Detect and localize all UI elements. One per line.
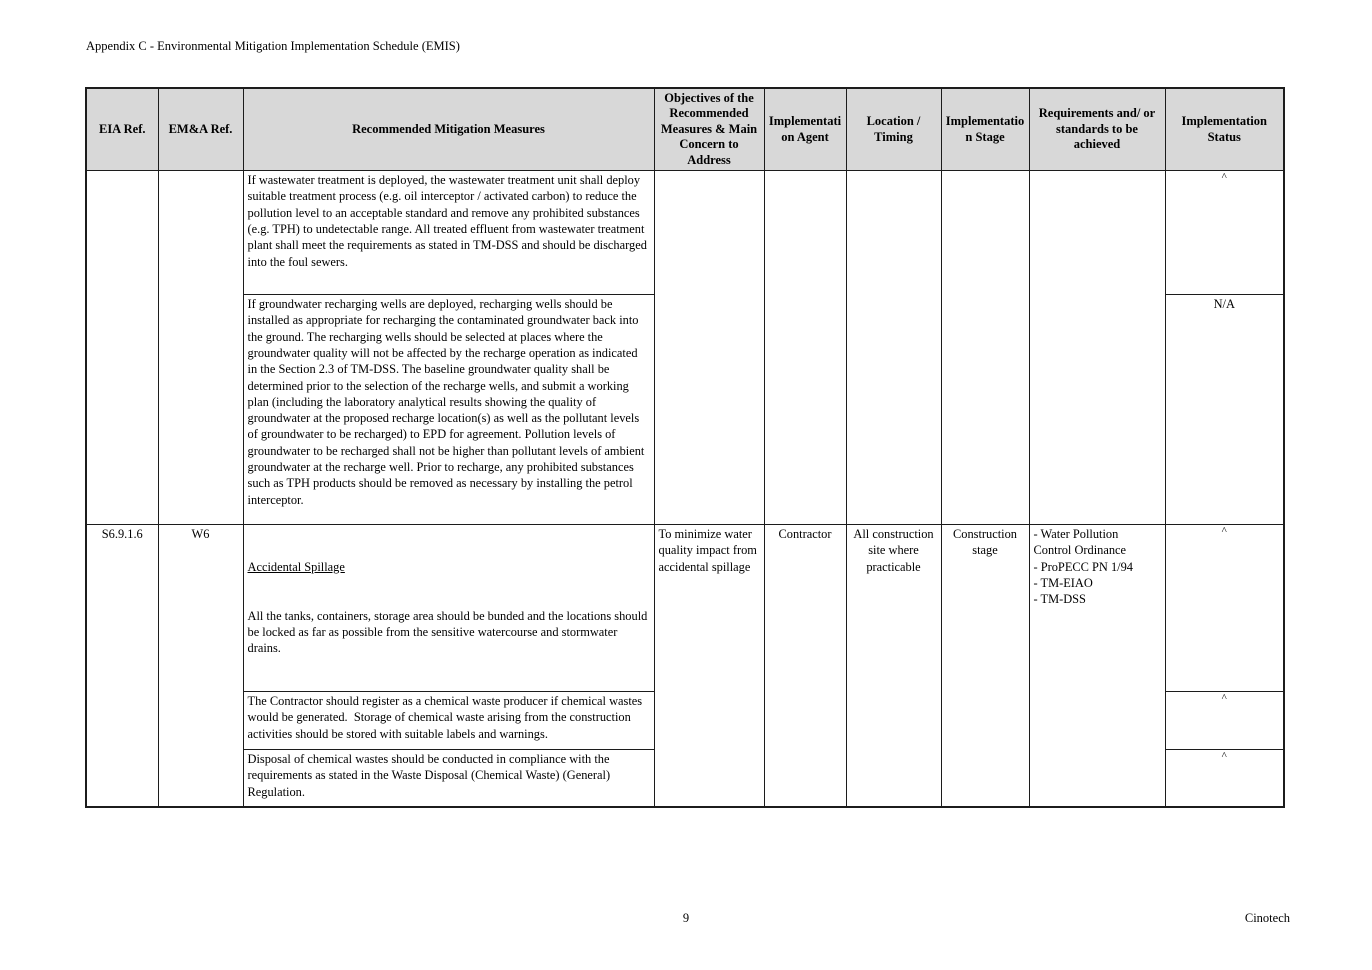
requirements-cell [1029,525,1165,807]
location-timing-cell: All construction site where practicable [846,525,941,807]
eia-ref-cell [86,171,158,525]
status-cell: ^ [1165,171,1284,295]
table-row [86,171,1284,295]
agent-cell [764,171,846,525]
measure-cell-accidental-spillage [243,525,654,692]
col-header-stage: Implementation Stage [941,88,1029,171]
page-number: 9 [682,911,690,925]
requirement-line: - TM-DSS [1033,592,1086,607]
col-header-agent: Implementation Agent [764,88,846,171]
col-header-objectives: Objectives of the Recommended Measures & Main Concern to Address [654,88,764,171]
objectives-cell [654,171,764,525]
col-header-measures: Recommended Mitigation Measures [243,88,654,171]
col-header-status: Implementation Status [1165,88,1284,171]
measure-cell-disposal: Disposal of chemical wastes should be conducted in compliance with the requirements as stated in the Waste Disposal (Chemical Waste) (General) Regulation. [243,750,654,808]
stage-cell: Construction stage [941,525,1029,807]
status-cell: N/A [1165,295,1284,525]
ema-ref-cell [158,171,243,525]
measure-text: All the tanks, containers, storage area should be bunded and the locations should be locked as far as possible from the sensitive watercourse and stormwater drains. [247,608,651,656]
stage-cell [941,171,1029,525]
agent-cell: Contractor [764,525,846,807]
col-header-requirements: Requirements and/ or standards to be achieved [1029,88,1165,171]
emis-table [85,87,1285,808]
table-header-row [86,88,1284,171]
requirement-line: - ProPECC PN 1/94 [1033,559,1133,574]
col-header-eia-ref: EIA Ref. [86,88,158,171]
col-header-ema-ref: EM&A Ref. [158,88,243,171]
table-row [86,525,1284,692]
status-cell: ^ [1165,692,1284,750]
requirements-cell [1029,171,1165,525]
requirement-line: - TM-EIAO [1033,575,1093,590]
location-timing-cell [846,171,941,525]
eia-ref-cell: S6.9.1.6 [86,525,158,807]
measure-cell-chemical-waste: The Contractor should register as a chemical waste producer if chemical wastes would be generated. Storage of chemical waste arising from the construction activities should be stored with suitable labels and warnings. [243,692,654,750]
appendix-title: Appendix C - Environmental Mitigation Implementation Schedule (EMIS) [86,39,460,53]
objectives-cell: To minimize water quality impact from accidental spillage [654,525,764,807]
measure-cell-groundwater: If groundwater recharging wells are deployed, recharging wells should be installed as appropriate for recharging the contaminated groundwater back into the ground. The recharging wells should be selected at places where the groundwater quality will not be affected by the recharge operation as indicated in the Section 2.3 of TM-DSS. The baseline groundwater quality shall be determined prior to the selection of the recharge wells, and submit a working plan (including the laboratory analytical results showing the quality of groundwater at the proposed recharge location(s) as well as the pollutant levels of groundwater to be recharged) to EPD for agreement. Pollution levels of groundwater to be recharged shall not be higher than pollutant levels of ambient groundwater at the recharge well. Prior to recharge, any prohibited substances such as TPH products should be removed as necessary by installing the petrol interceptor. [243,295,654,525]
col-header-location-timing: Location / Timing [846,88,941,171]
footer-company: Cinotech [1244,911,1290,925]
status-cell: ^ [1165,525,1284,692]
requirement-line: - Water Pollution [1033,527,1119,542]
requirement-line: Control Ordinance [1033,543,1127,558]
measure-heading: Accidental Spillage [247,559,345,574]
ema-ref-cell: W6 [158,525,243,807]
measure-cell-wastewater: If wastewater treatment is deployed, the wastewater treatment unit shall deploy suitable treatment process (e.g. oil interceptor / activated carbon) to reduce the pollution level to an acceptable standard and remove any prohibited substances (e.g. TPH) to undetectable range. All treated effluent from wastewater treatment plant shall meet the requirements as stated in TM-DSS and should be discharged into the foul sewers. [243,171,654,295]
status-cell: ^ [1165,750,1284,808]
